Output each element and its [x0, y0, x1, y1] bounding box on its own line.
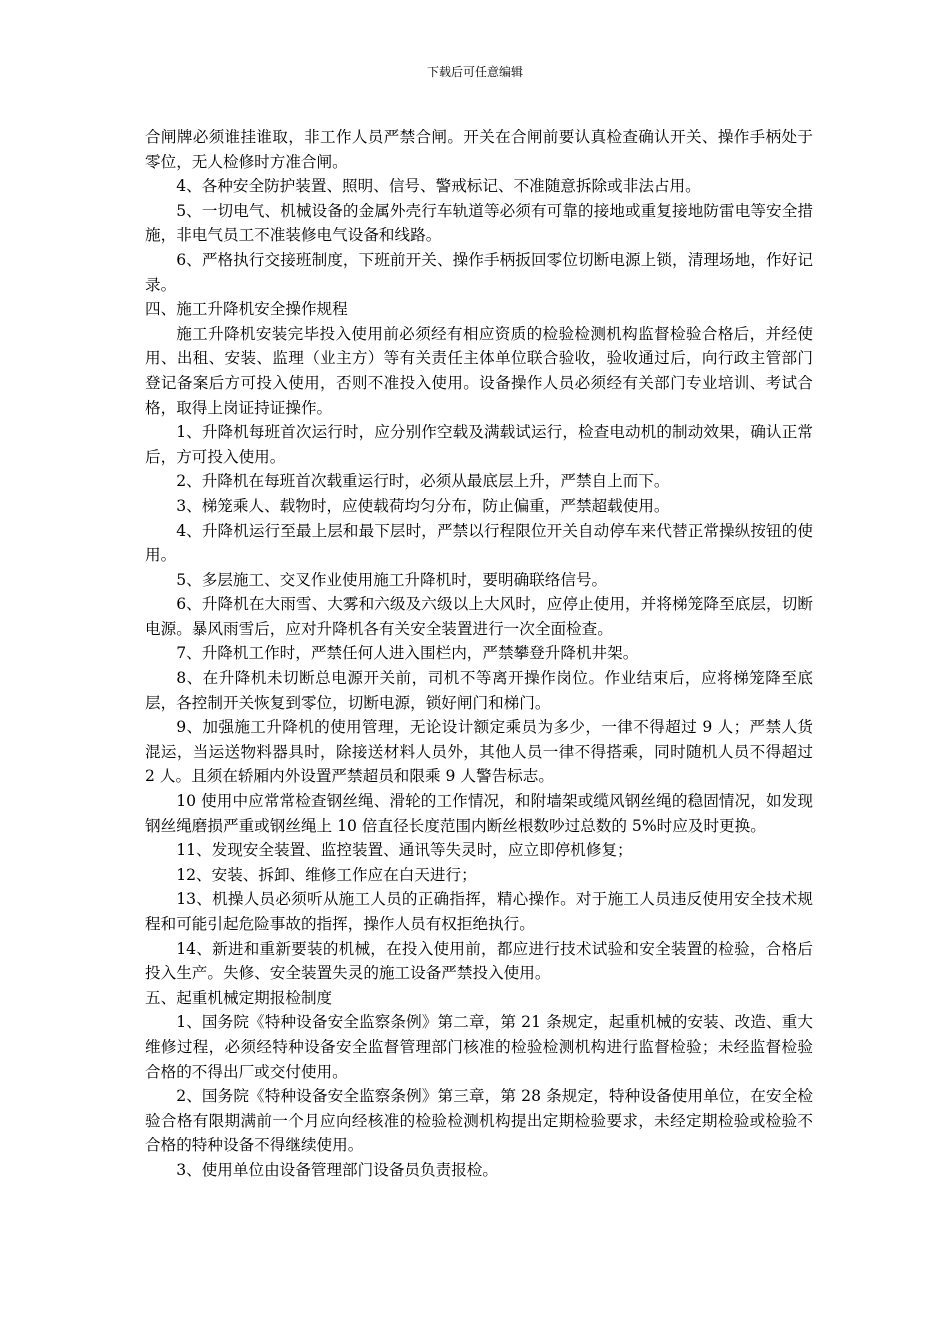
- section-4-intro: 施工升降机安装完毕投入使用前必须经有相应资质的检验检测机构监督检验合格后，并经使用、出租、安装、监理（业主方）等有关责任主体单位联合验收，验收通过后，向行政主管部门登记备案后方可投入使用，否则不准投入使用。设备操作人员必须经有关部门专业培训、考试合格，取得上岗证持证操作。: [145, 324, 813, 417]
- rule-item-6: 6、升降机在大雨雪、大雾和六级及六级以上大风时，应停止使用，并将梯笼降至底层，切断电源。暴风雨雪后，应对升降机各有关安全装置进行一次全面检查。: [145, 595, 813, 638]
- paragraph-item-4: 4、各种安全防护装置、照明、信号、警戒标记、不准随意拆除或非法占用。: [176, 177, 701, 196]
- rule-item-4: 4、升降机运行至最上层和最下层时，严禁以行程限位开关自动停车来代替正常操纵按钮的使用。: [145, 521, 813, 565]
- paragraph-continuation: 合闸牌必须谁挂谁取，非工作人员严禁合闸。开关在合闸前要认真检查确认开关、操作手柄处于零位，无人检修时方准合闸。: [145, 128, 813, 171]
- page-header: 下载后可任意编辑: [426, 65, 523, 79]
- rule-item-5: 5、多层施工、交叉作业使用施工升降机时，要明确联络信号。: [176, 570, 608, 589]
- rule-item-10: 10 使用中应常常检查钢丝绳、滑轮的工作情况，和附墙架或缆风钢丝绳的稳固情况，如发现钢丝绳磨损严重或钢丝绳上 10 倍直径长度范围内断丝根数吵过总数的 5%时应及时更换。: [145, 792, 813, 835]
- rule-item-2: 2、升降机在每班首次载重运行时，必须从最底层上升，严禁自上而下。: [176, 472, 670, 491]
- section-heading-4: 四、施工升降机安全操作规程: [145, 300, 348, 319]
- rule-item-14: 14、新进和重新要装的机械，在投入使用前，都应进行技术试验和安全装置的检验，合格后投入生产。失修、安全装置失灵的施工设备严禁投入使用。: [145, 939, 813, 983]
- paragraph-item-6: 6、严格执行交接班制度，下班前开关、操作手柄扳回零位切断电源上锁，清理场地，作好记录。: [145, 250, 813, 294]
- rule-item-12: 12、安装、拆卸、维修工作应在白天进行；: [176, 865, 477, 884]
- rule-item-1: 1、升降机每班首次运行时，应分别作空载及满载试运行，检查电动机的制动效果，确认正常后，方可投入使用。: [145, 423, 813, 466]
- rule-item-8: 8、在升降机未切断总电源开关前，司机不等离开操作岗位。作业结束后，应将梯笼降至底层，各控制开关恢复到零位，切断电源，锁好闸门和梯门。: [145, 669, 813, 712]
- regulation-item-1: 1、国务院《特种设备安全监察条例》第二章，第 21 条规定，起重机械的安装、改造、重大维修过程，必须经特种设备安全监督管理部门核准的检验检测机构进行监督检验；未经监督检验合格的不得出厂或交付使用。: [145, 1013, 813, 1081]
- regulation-item-3: 3、使用单位由设备管理部门设备员负责报检。: [176, 1160, 498, 1179]
- section-heading-5: 五、起重机械定期报检制度: [145, 988, 333, 1007]
- rule-item-11: 11、发现安全装置、监控装置、通讯等失灵时，应立即停机修复；: [176, 841, 633, 860]
- regulation-item-2: 2、国务院《特种设备安全监察条例》第三章，第 28 条规定，特种设备使用单位，在安全检验合格有限期满前一个月应向经核准的检验检测机构提出定期检验要求，未经定期检验或检验不合格的特种设备不得继续使用。: [145, 1087, 813, 1155]
- rule-item-7: 7、升降机工作时，严禁任何人进入围栏内，严禁攀登升降机井架。: [176, 644, 639, 663]
- document-body: [145, 125, 813, 1183]
- paragraph-item-5: 5、一切电气、机械设备的金属外壳行车轨道等必须有可靠的接地或重复接地防雷电等安全措施，非电气员工不准装修电气设备和线路。: [145, 201, 813, 245]
- rule-item-13: 13、机操人员必须听从施工人员的正确指挥，精心操作。对于施工人员违反使用安全技术规程和可能引起危险事故的指挥，操作人员有权拒绝执行。: [145, 890, 813, 933]
- rule-item-3: 3、梯笼乘人、载物时，应使载荷均匀分布，防止偏重，严禁超载使用。: [176, 496, 670, 515]
- rule-item-9: 9、加强施工升降机的使用管理，无论设计额定乘员为多少，一律不得超过 9 人；严禁人货混运，当运送物料器具时，除接送材料人员外，其他人员一律不得搭乘，同时随机人员不得超过 2 人。且须在轿厢内外设置严禁超员和限乘 9 人警告标志。: [145, 718, 813, 786]
